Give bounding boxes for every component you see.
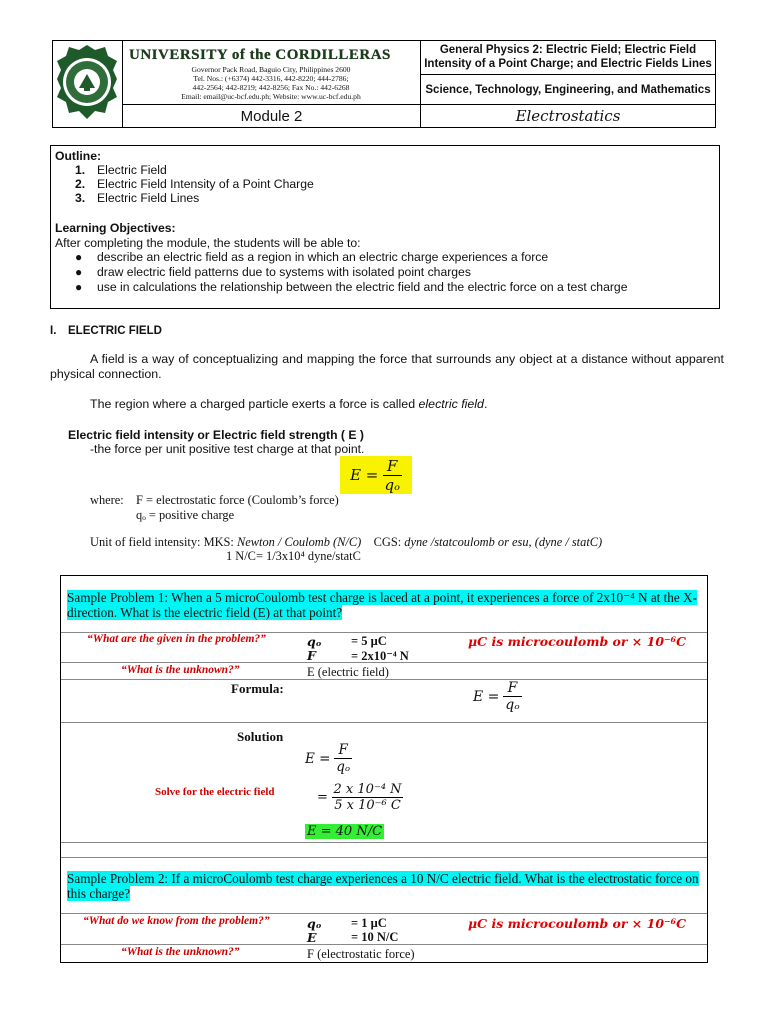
address-line: Governor Pack Road, Baguio City, Philippines 2600 (191, 65, 351, 74)
address-line: 442-2564; 442-8219; 442-8256; Fax No.: 442-6268 (192, 83, 350, 92)
sample-problems-box (60, 575, 708, 963)
given-prompt: “What are the given in the problem?” (87, 633, 266, 645)
solution-formula: E = $\frac{F}{\text{qₒ}}$ (305, 742, 351, 775)
known-field-symbol: E (307, 930, 317, 945)
fraction: $\frac{F}{\text{qₒ}}$ (384, 456, 400, 494)
divider (61, 662, 707, 663)
address-line: Email: email@uc-bcf.edu.ph; Website: www.uc-bcf.edu.ph (181, 92, 361, 101)
fraction: $\frac{\text{2 x 10⁻⁴ N}}{\text{5 x 10⁻⁶ C}}$ (333, 782, 402, 813)
unknown-value: F (electrostatic force) (307, 947, 415, 961)
module-header (52, 40, 716, 128)
section-number: I. (50, 325, 57, 337)
unknown-prompt: “What is the unknown?” (121, 946, 240, 958)
unit-note: μC is microcoulomb or × 10⁻⁶C (468, 634, 687, 649)
given-force-value: = 2x10⁻⁴ N (351, 649, 409, 663)
module-label: Module 2 (123, 105, 421, 127)
known-field-value: = 10 N/C (351, 930, 399, 944)
divider (61, 722, 707, 723)
strand-label: Science, Technology, Engineering, and Mathematics (421, 75, 715, 105)
bullet-icon: ● (75, 280, 83, 294)
unknown-value: E (electric field) (307, 665, 389, 679)
unit-line: Unit of field intensity: MKS: Newton / Coulomb (N/C) CGS: dyne /statcoulomb or esu, (dyne / statC) (90, 535, 603, 549)
university-seal-icon (53, 41, 121, 125)
formula-label: Formula: (231, 681, 284, 696)
bullet-icon: ● (75, 265, 83, 279)
logo-cell (53, 41, 123, 127)
outline-box: Outline: 1. Electric Field 2. Electric Field Intensity of a Point Charge 3. Electric Field Lines Learning Objectives: After completing the module, the students will be able to: ● describe an electric field as a region in which an electric charge experiences a force ● draw electric field patterns due to systems with isolated point charges ● use in calculations the relationship between the electric field and the electric force on a test charge (50, 145, 720, 309)
formula: E = $\frac{F}{\text{qₒ}}$ (473, 680, 520, 713)
unknown-prompt: “What is the unknown?” (121, 664, 240, 676)
topic-label: Electrostatics (515, 107, 621, 125)
fraction: $\frac{F}{\text{qₒ}}$ (336, 742, 351, 775)
where-label: where: (90, 493, 124, 507)
where-charge: qₒ = positive charge (136, 508, 235, 522)
known-prompt: “What do we know from the problem?” (83, 915, 270, 927)
solve-label: Solve for the electric field (155, 786, 275, 798)
address-line: Tel. Nos.: (+6374) 442-3316, 442-8220; 444-2786; (193, 74, 349, 83)
field-formula: E = $\frac{F}{\text{qₒ}}$ (340, 456, 412, 494)
known-charge-value: = 1 μC (351, 916, 387, 930)
where-force: F = electrostatic force (Coulomb’s force) (136, 493, 339, 507)
given-charge-symbol: qₒ (307, 634, 322, 649)
divider (61, 842, 707, 843)
divider (61, 857, 707, 858)
divider (61, 913, 707, 914)
intensity-heading: Electric field intensity or Electric field strength ( E ) (68, 428, 364, 442)
unit-note: μC is microcoulomb or × 10⁻⁶C (468, 916, 687, 931)
divider (61, 944, 707, 945)
section-title: ELECTRIC FIELD (68, 325, 162, 337)
paragraph: The region where a charged particle exerts a force is called electric field. (90, 397, 488, 411)
sample-problem-2: Sample Problem 2: If a microCoulomb test charge experiences a 10 N/C electric field. What is the electrostatic force on this charge? (67, 871, 699, 901)
outline-heading: Outline: (55, 149, 102, 163)
given-force-symbol: F (307, 648, 316, 663)
known-charge-symbol: qₒ (307, 916, 322, 931)
course-title: General Physics 2: Electric Field; Electric Field Intensity of a Point Charge; and Electric Fields Lines (421, 41, 715, 75)
substitution: = $\frac{\text{2 x 10⁻⁴ N}}{\text{5 x 10⁻⁶ C}}$ (317, 782, 402, 813)
solution-label: Solution (237, 729, 284, 744)
divider (61, 679, 707, 680)
university-cell (123, 41, 421, 105)
unit-conversion: 1 N/C= 1/3x10⁴ dyne/statC (226, 549, 361, 563)
intensity-definition: -the force per unit positive test charge at that point. (90, 442, 365, 456)
bullet-icon: ● (75, 250, 83, 264)
answer: E = 40 N/C (307, 824, 383, 839)
objectives-intro: After completing the module, the students will be able to: (55, 236, 361, 250)
university-name: UNIVERSITY of the CORDILLERAS (129, 47, 391, 63)
fraction: $\frac{F}{\text{qₒ}}$ (505, 680, 520, 713)
paragraph: A field is a way of conceptualizing and mapping the force that surrounds any object at a distance without apparent physical connection. (50, 352, 724, 381)
objectives-heading: Learning Objectives: (55, 221, 176, 235)
given-charge-value: = 5 μC (351, 634, 387, 648)
sample-problem-1: Sample Problem 1: When a 5 microCoulomb test charge is laced at a point, it experiences a force of 2x10⁻⁴ N at the X-direction. What is the electric field (E) at that point? (67, 590, 697, 620)
